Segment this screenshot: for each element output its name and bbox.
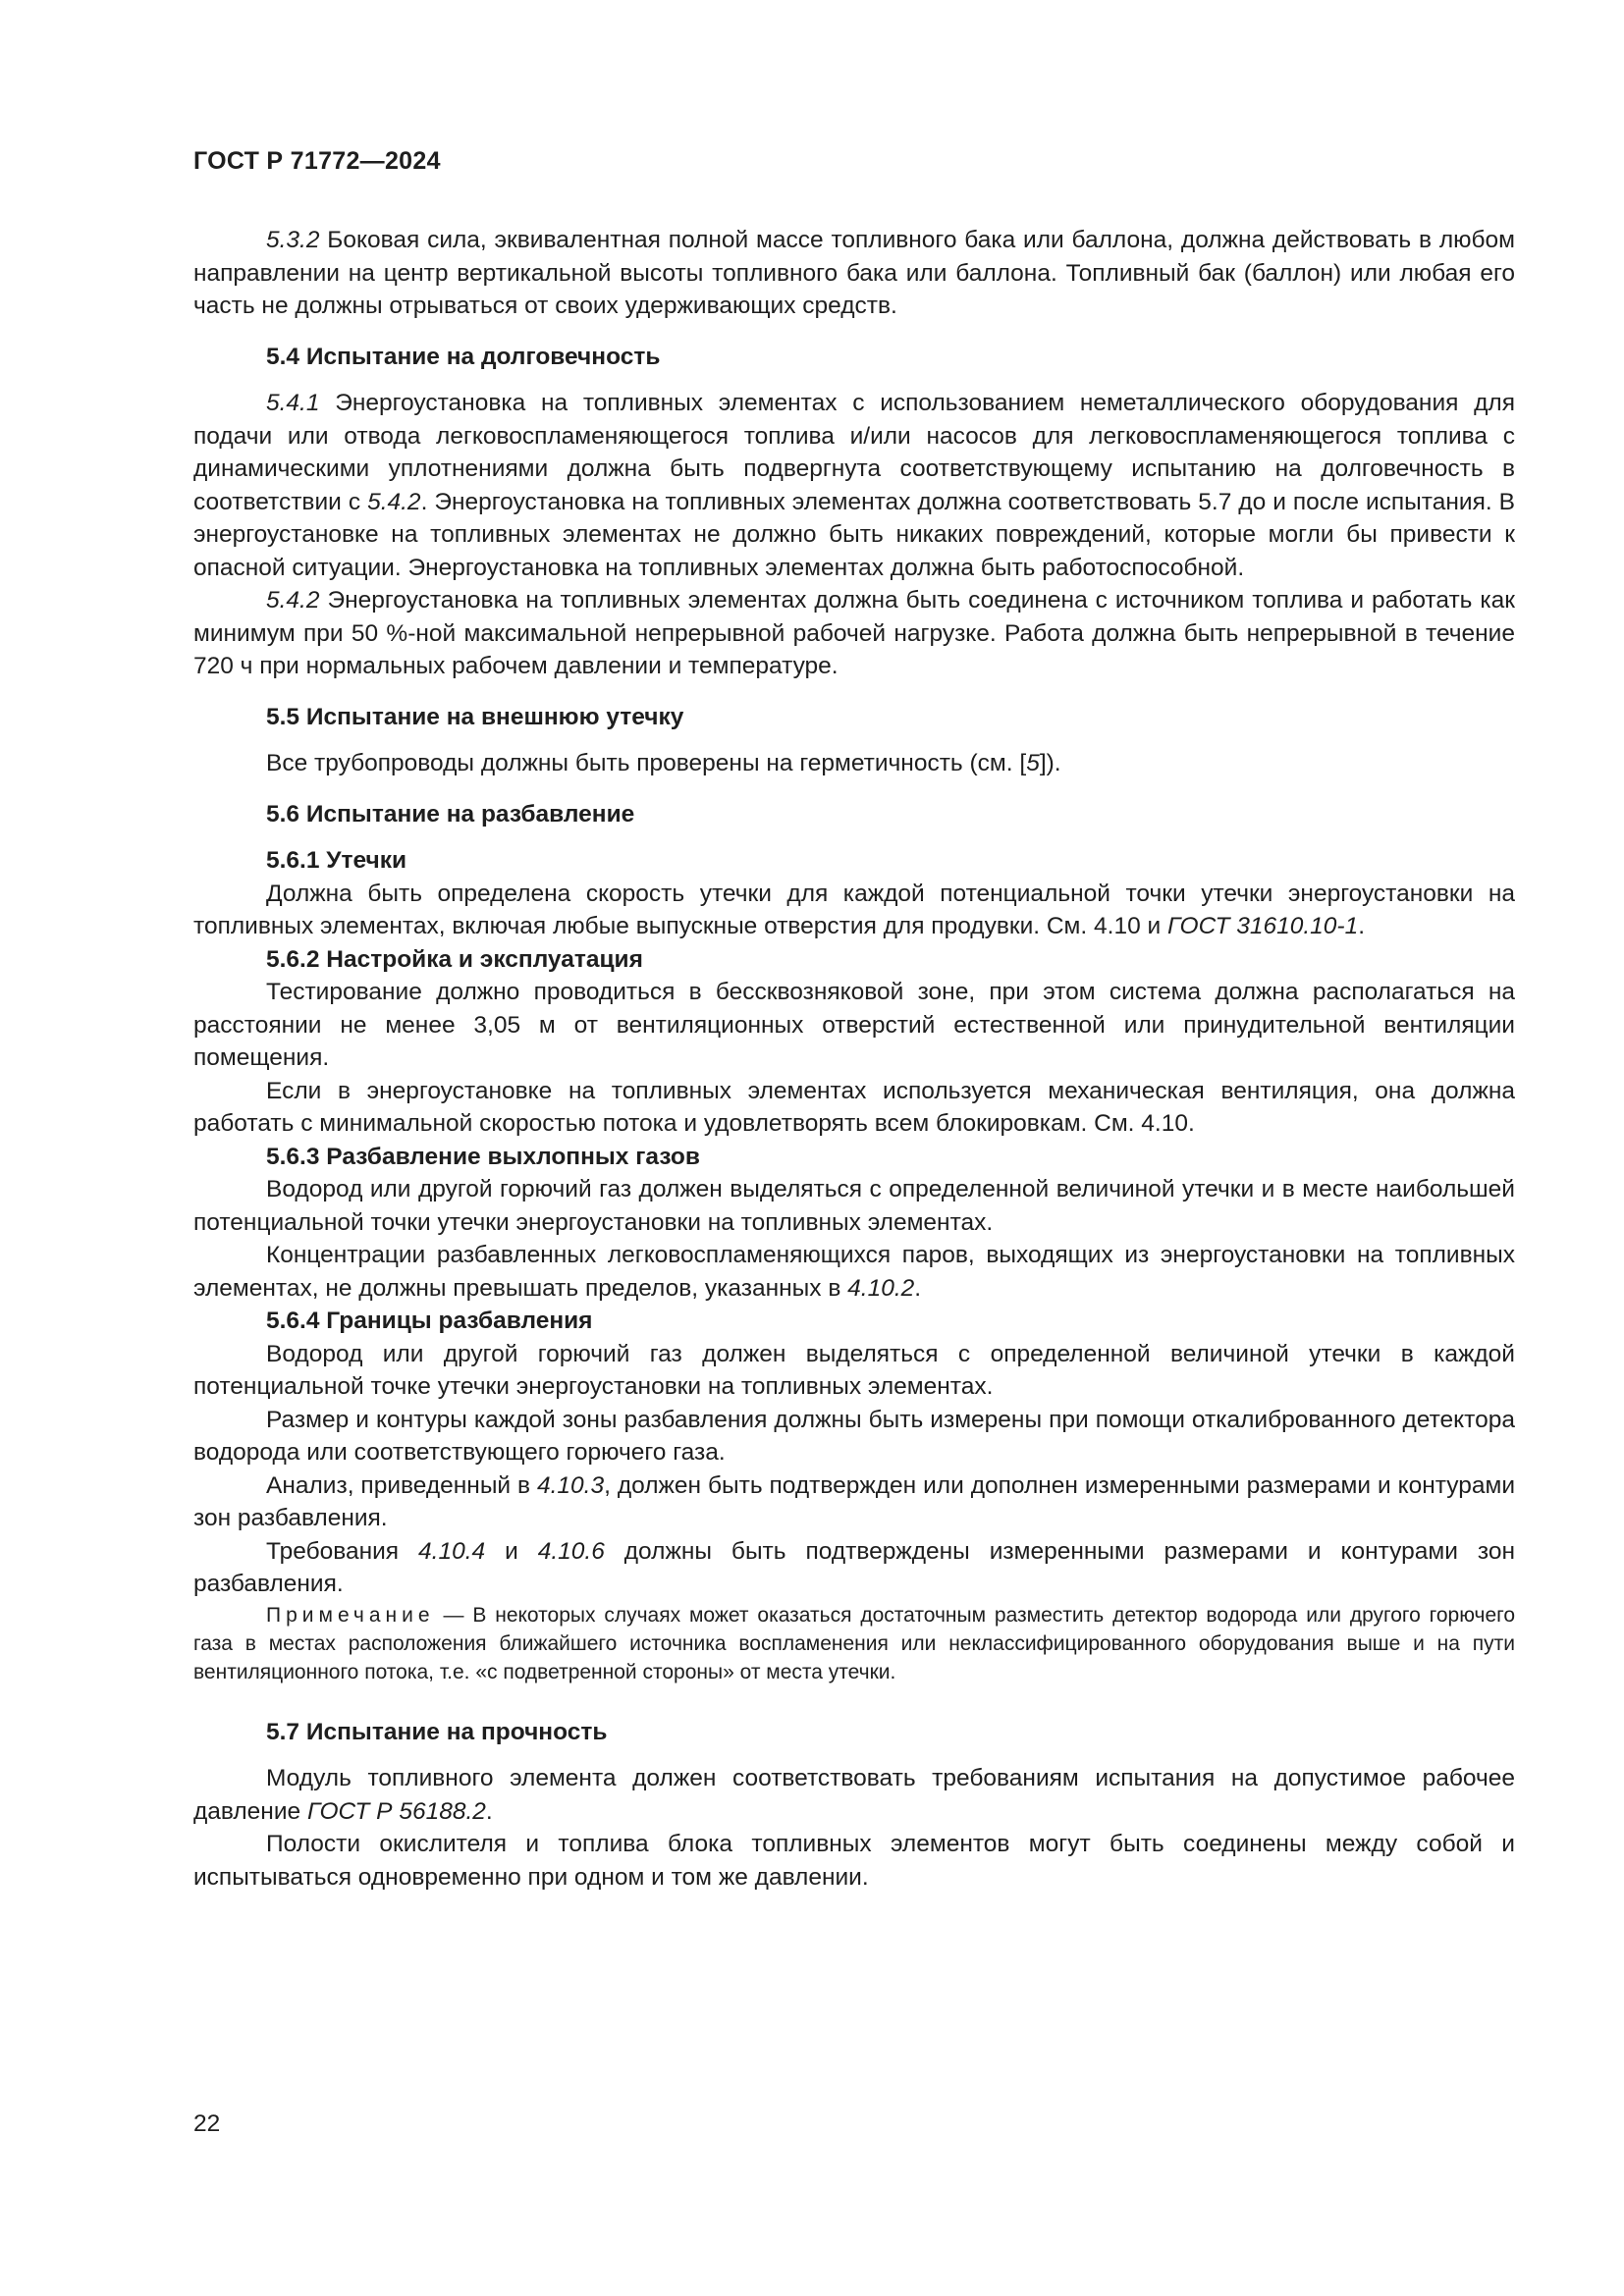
paragraph-text: , должен быть подтвержден или дополнен измеренными размерами и контурами зон разбавления. xyxy=(193,1471,1515,1531)
paragraph-5-6-2-a: Тестирование должно проводиться в бессквозняковой зоне, при этом система должна располагаться на расстоянии не менее 3,05 м от вентиляционных отверстий естественной или принудительной вентиляции помещения. xyxy=(193,979,1515,1071)
note-text: — В некоторых случаях может оказаться достаточным разместить детектор водорода или другого горючего газа в местах расположения ближайшего источника воспламенения или неклассифицированного оборудования выше и на пути вентиляционного потока, т.е. «с подветренной стороны» от места утечки. xyxy=(193,1603,1515,1683)
heading-5-7: 5.7 Испытание на прочность xyxy=(266,1718,608,1745)
paragraph-text: Требования xyxy=(266,1537,419,1565)
paragraph-text: Энергоустановка на топливных элементах должна быть соединена с источником топлива и работать как минимум при 50 %-ной максимальной непрерывной рабочей нагрузке. Работа должна быть непрерывной в течение 720 ч при нормальных рабочем давлении и температуре. xyxy=(193,587,1515,679)
document-code-header: ГОСТ Р 71772—2024 xyxy=(193,147,441,175)
paragraph-5-6-4-d xyxy=(193,1535,1515,1601)
heading-5-6-3: 5.6.3 Разбавление выхлопных газов xyxy=(266,1143,700,1170)
cross-reference: 4.10.4 xyxy=(418,1537,486,1565)
paragraph-5-6-4-b: Размер и контуры каждой зоны разбавления должны быть измерены при помощи откалиброванного детектора водорода или соответствующего горючего газа. xyxy=(193,1406,1515,1466)
document-body xyxy=(193,224,1515,1894)
paragraph-text: Должна быть определена скорость утечки для каждой потенциальной точки утечки энергоустановки на топливных элементах, включая любые выпускные отверстия для продувки. См. 4.10 и xyxy=(193,880,1515,939)
heading-5-6-2: 5.6.2 Настройка и эксплуатация xyxy=(266,945,643,973)
note-paragraph xyxy=(193,1601,1515,1686)
heading-5-6-1: 5.6.1 Утечки xyxy=(266,847,407,874)
paragraph-5-6-4-c xyxy=(193,1469,1515,1535)
paragraph-text: должны быть подтверждены измеренными размерами и контурами зон разбавления. xyxy=(193,1537,1515,1597)
paragraph-text: Концентрации разбавленных легковоспламеняющихся паров, выходящих из энергоустановки на топливных элементах, не должны превышать пределов, указанных в xyxy=(193,1242,1515,1302)
paragraph-text: . xyxy=(1358,913,1366,939)
cross-reference: 4.10.2 xyxy=(847,1274,915,1302)
cross-reference: 4.10.3 xyxy=(536,1471,605,1499)
paragraph-5-7-a xyxy=(193,1762,1515,1828)
paragraph-5-4-1 xyxy=(193,387,1515,584)
cross-reference: 5 xyxy=(1026,750,1040,776)
paragraph-text: Модуль топливного элемента должен соответствовать требованиям испытания на допустимое рабочее давление xyxy=(193,1765,1515,1825)
heading-5-6-4: 5.6.4 Границы разбавления xyxy=(266,1308,593,1334)
paragraph-text: Все трубопроводы должны быть проверены на герметичность (см. [ xyxy=(266,750,1027,776)
cross-reference: ГОСТ 31610.10-1 xyxy=(1167,913,1359,939)
cross-reference: 5.4.2 xyxy=(367,488,421,515)
paragraph-text: ]). xyxy=(1039,750,1061,776)
paragraph-5-6-4-a: Водород или другой горючий газ должен выделяться с определенной величиной утечки в каждой потенциальной точке утечки энергоустановки на топливных элементах. xyxy=(193,1340,1515,1400)
cross-reference: ГОСТ Р 56188.2 xyxy=(306,1797,486,1825)
paragraph-5-6-1 xyxy=(193,878,1515,943)
paragraph-text: . xyxy=(485,1797,493,1825)
paragraph-text: Анализ, приведенный в xyxy=(266,1471,537,1499)
paragraph-text: Боковая сила, эквивалентная полной массе топливного бака или баллона, должна действовать в любом направлении на центр вертикальной высоты топливного бака или баллона. Топливный бак (баллон) или любая его часть не должны отрываться от своих удерживающих средств. xyxy=(193,227,1515,319)
paragraph-text: Энергоустановка на топливных элементах с использованием неметаллического оборудования для подачи или отвода легковоспламеняющегося топлива и/или насосов для легковоспламеняющегося топлива с динамическими уплотнениями должна быть подвергнута соответствующему испытанию на долговечность в соответствии с xyxy=(193,390,1515,515)
paragraph-5-4-2 xyxy=(193,584,1515,683)
paragraph-5-7-b: Полости окислителя и топлива блока топливных элементов могут быть соединены между собой и испытываться одновременно при одном и том же давлении. xyxy=(193,1831,1515,1891)
page-number: 22 xyxy=(193,2110,221,2137)
paragraph-5-6-3-a: Водород или другой горючий газ должен выделяться с определенной величиной утечки и в месте наибольшей потенциальной точки утечки энергоустановки на топливных элементах. xyxy=(193,1176,1515,1236)
paragraph-5-5 xyxy=(193,747,1515,780)
paragraph-5-3-2 xyxy=(193,224,1515,323)
heading-5-5: 5.5 Испытание на внешнюю утечку xyxy=(266,703,684,730)
paragraph-text: . xyxy=(914,1274,922,1302)
paragraph-text: и xyxy=(485,1537,538,1565)
clause-number: 5.4.1 xyxy=(266,390,320,416)
note-label: Примечание xyxy=(266,1603,435,1627)
cross-reference: 4.10.6 xyxy=(537,1537,605,1565)
heading-5-6: 5.6 Испытание на разбавление xyxy=(266,800,635,828)
paragraph-text: . Энергоустановка на топливных элементах должна соответствовать 5.7 до и после испытания. В энергоустановке на топливных элементах не должно быть никаких повреждений, которые могли бы привести к опасной ситуации. Энергоустановка на топливных элементах должна быть работоспособной. xyxy=(193,488,1515,581)
clause-number: 5.4.2 xyxy=(266,587,320,614)
heading-5-4: 5.4 Испытание на долговечность xyxy=(266,343,661,370)
clause-number: 5.3.2 xyxy=(266,227,320,253)
paragraph-5-6-2-b: Если в энергоустановке на топливных элементах используется механическая вентиляция, она должна работать с минимальной скоростью потока и удовлетворять всем блокировкам. См. 4.10. xyxy=(193,1077,1515,1137)
paragraph-5-6-3-b xyxy=(193,1239,1515,1305)
